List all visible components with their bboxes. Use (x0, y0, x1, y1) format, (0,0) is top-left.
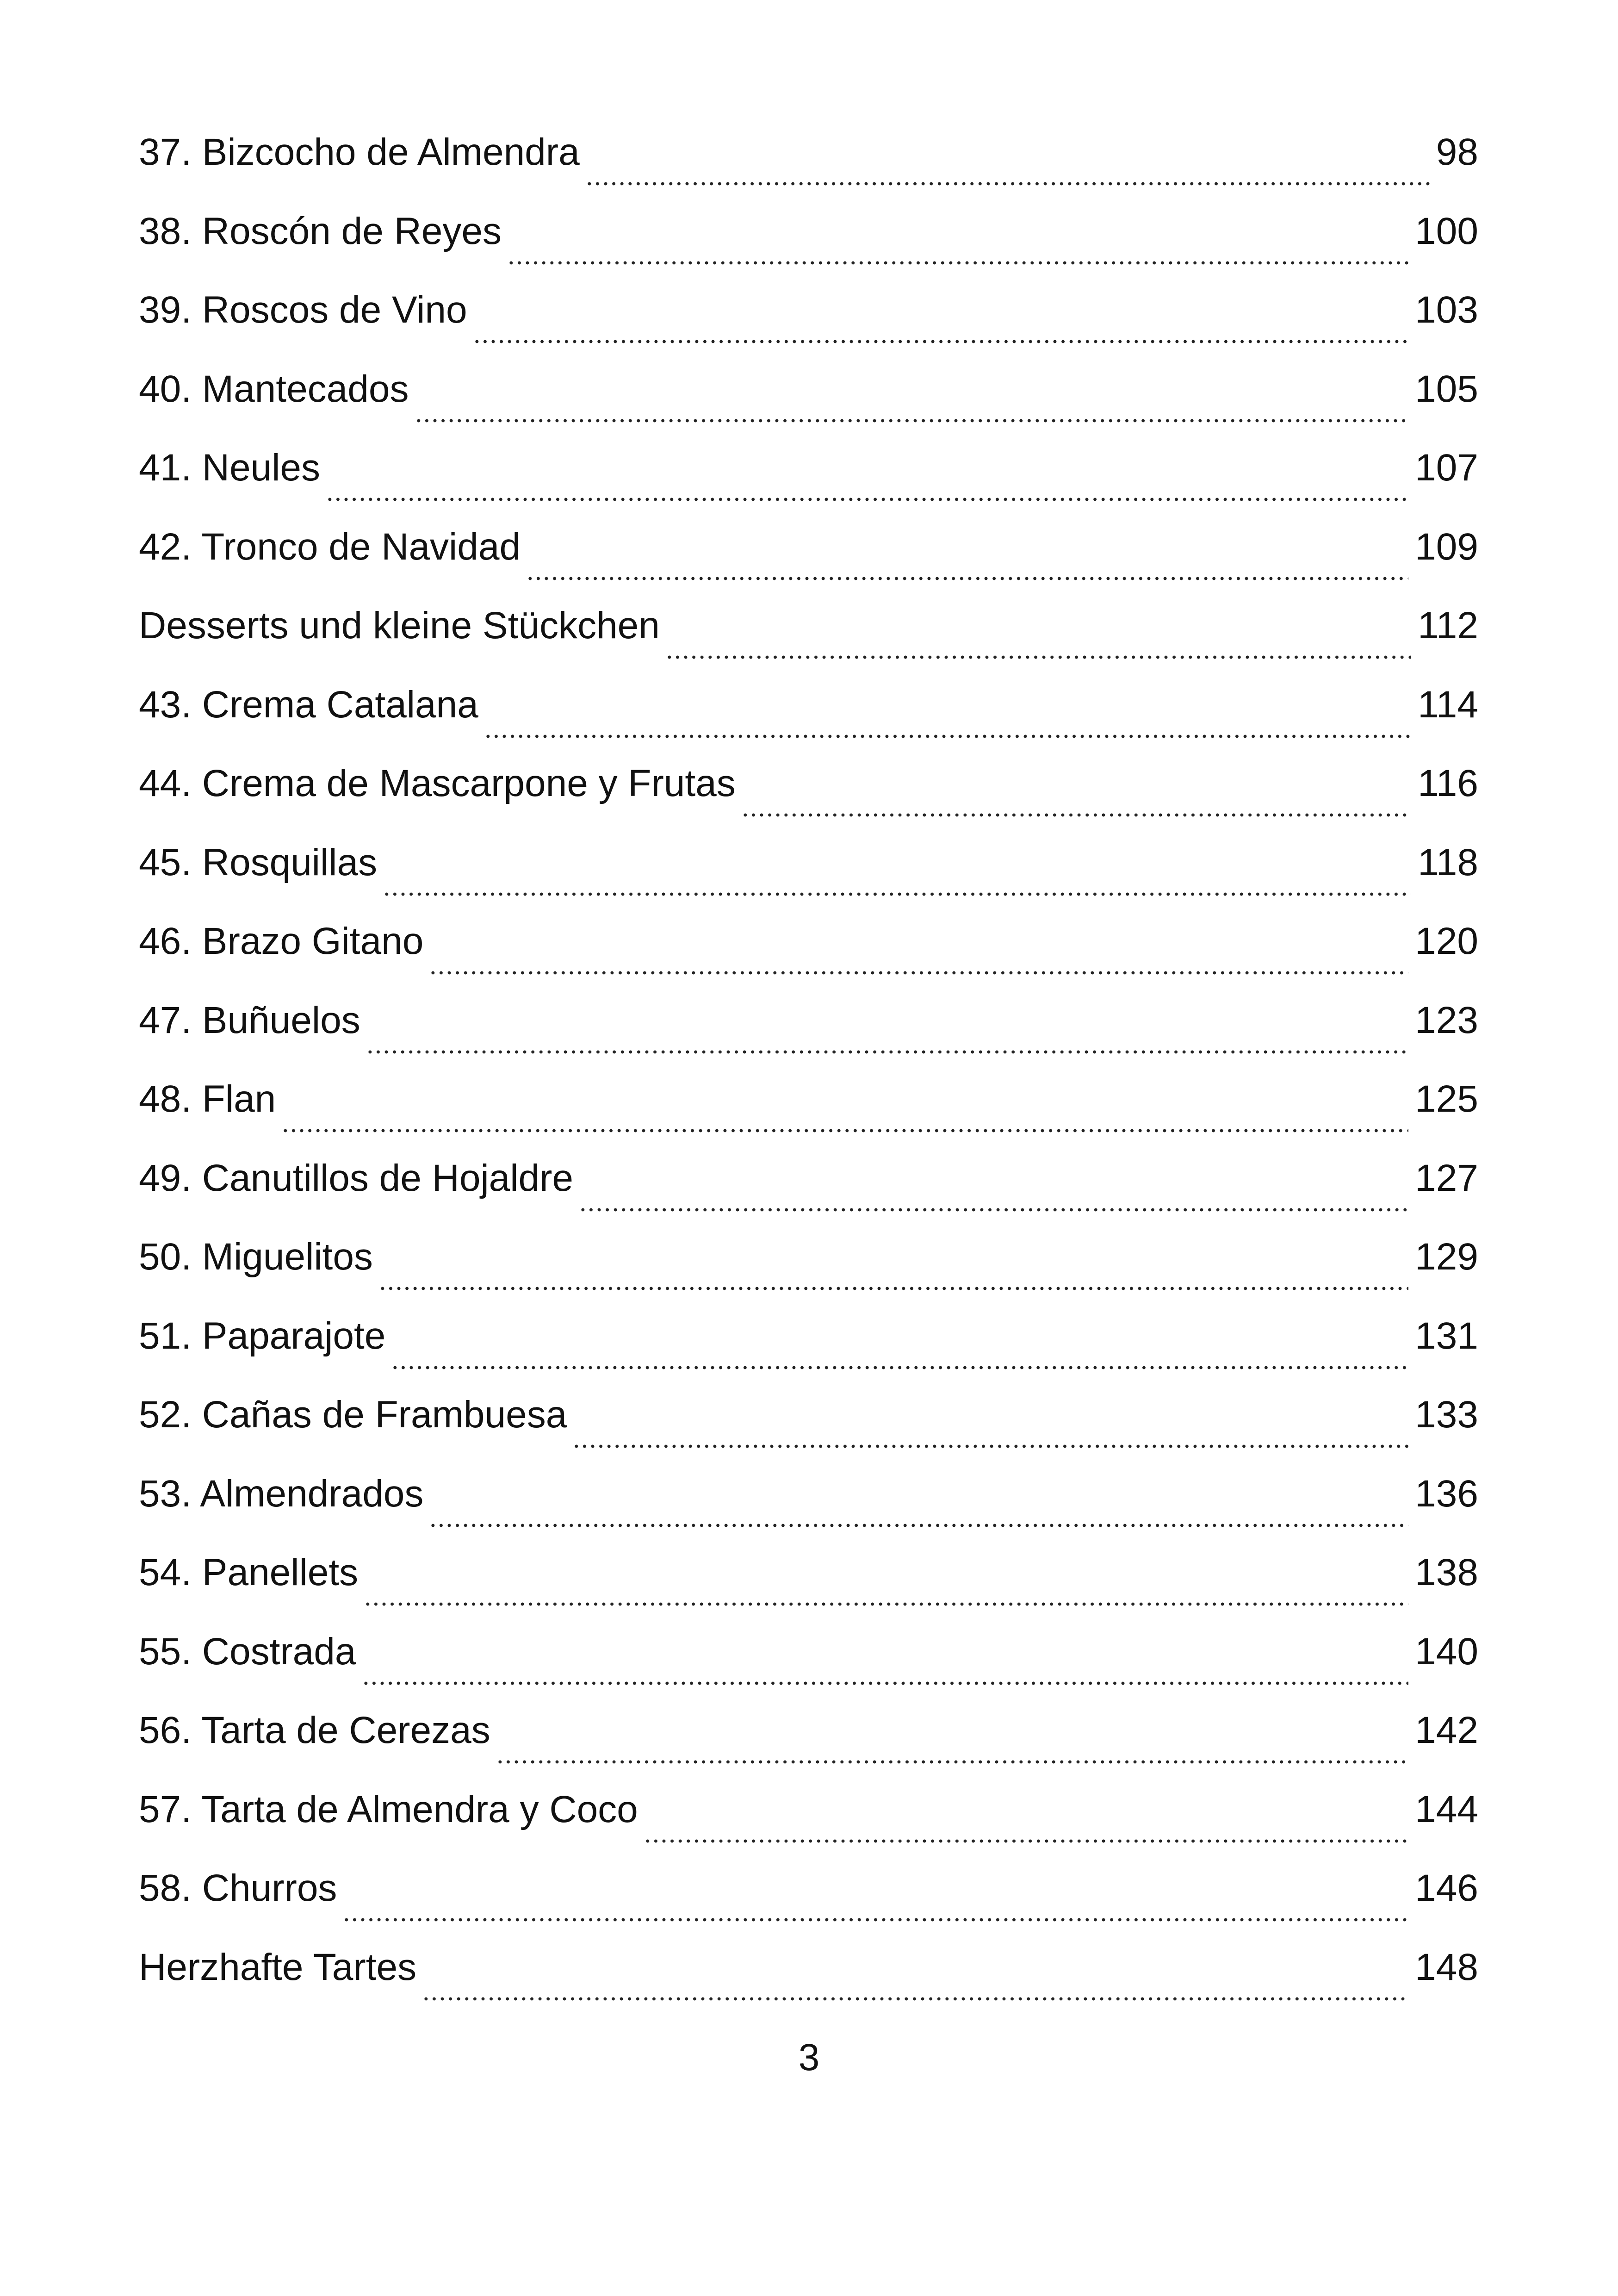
toc-entry-title: 38. Roscón de Reyes (139, 210, 502, 252)
toc-entry-page: 131 (1415, 1314, 1478, 1357)
toc-entry-title: 57. Tarta de Almendra y Coco (139, 1788, 638, 1830)
dot-leader (665, 652, 1411, 661)
toc-entry-page: 136 (1415, 1472, 1478, 1515)
toc-entry-page: 129 (1415, 1236, 1478, 1278)
toc-entry-page: 140 (1415, 1630, 1478, 1673)
toc-entry[interactable] (139, 922, 1478, 1002)
dot-leader (484, 731, 1411, 740)
toc-entry-page: 118 (1418, 841, 1478, 884)
toc-entry-title: 42. Tronco de Navidad (139, 525, 521, 568)
dot-leader (507, 257, 1408, 267)
toc-entry[interactable] (139, 1472, 1478, 1554)
toc-entry[interactable] (139, 1788, 1478, 1870)
dot-leader (429, 1520, 1408, 1529)
toc-entry-page: 138 (1415, 1551, 1478, 1593)
toc-entry-page: 114 (1418, 683, 1478, 726)
dot-leader (342, 1914, 1408, 1923)
dot-leader (422, 1993, 1408, 2003)
toc-entry-page: 120 (1415, 920, 1478, 962)
toc-entry-title: 58. Churros (139, 1867, 337, 1909)
toc-entry-title: Herzhafte Tartes (139, 1946, 417, 1988)
toc-entry[interactable] (139, 1869, 1478, 1948)
toc-entry[interactable] (139, 133, 1478, 212)
toc-entry-title: 52. Cañas de Frambuesa (139, 1394, 567, 1436)
toc-entry-page: 142 (1415, 1709, 1478, 1751)
dot-leader (526, 573, 1408, 582)
toc-entry[interactable] (139, 683, 1478, 765)
dot-leader (473, 336, 1409, 345)
toc-entry-title: 56. Tarta de Cerezas (139, 1709, 490, 1751)
toc-entry-title: 45. Rosquillas (139, 841, 378, 884)
toc-entry-page: 127 (1415, 1157, 1478, 1199)
toc-entry-title: 51. Paparajote (139, 1314, 386, 1357)
toc-entry[interactable] (139, 1159, 1478, 1238)
toc-entry-title: Desserts und kleine Stückchen (139, 604, 660, 647)
toc-entry-page: 112 (1418, 604, 1478, 647)
toc-entry[interactable] (139, 841, 1478, 923)
toc-entry[interactable] (139, 291, 1478, 370)
toc-entry-page: 123 (1415, 999, 1478, 1041)
toc-entry[interactable] (139, 1948, 1478, 2028)
toc-entry[interactable] (139, 1314, 1478, 1396)
dot-leader (383, 889, 1411, 898)
toc-entry[interactable] (139, 1396, 1478, 1475)
dot-leader (644, 1836, 1408, 1845)
toc-entry-title: 54. Panellets (139, 1551, 359, 1593)
toc-entry[interactable] (139, 604, 1478, 686)
toc-entry[interactable] (139, 999, 1478, 1081)
page-number: 3 (798, 2036, 820, 2078)
dot-leader (326, 494, 1408, 503)
toc-entry-title: 48. Flan (139, 1078, 276, 1120)
table-of-contents (139, 133, 1478, 2027)
toc-entry-title: 53. Almendrados (139, 1472, 424, 1515)
dot-leader (572, 1441, 1408, 1450)
toc-entry[interactable] (139, 212, 1478, 292)
dot-leader (496, 1756, 1408, 1766)
dot-leader (281, 1125, 1408, 1134)
dot-leader (429, 967, 1408, 977)
toc-entry-page: 109 (1415, 525, 1478, 568)
dot-leader (378, 1283, 1408, 1292)
toc-entry-page: 133 (1415, 1394, 1478, 1436)
toc-entry[interactable] (139, 1080, 1478, 1159)
toc-entry[interactable] (139, 525, 1478, 607)
toc-entry-title: 49. Canutillos de Hojaldre (139, 1157, 573, 1199)
dot-leader (741, 809, 1411, 819)
toc-entry-title: 37. Bizcocho de Almendra (139, 131, 580, 173)
toc-entry-page: 148 (1415, 1946, 1478, 1988)
toc-entry-page: 125 (1415, 1078, 1478, 1120)
toc-entry[interactable] (139, 1630, 1478, 1712)
dot-leader (585, 178, 1430, 187)
toc-entry-page: 103 (1415, 289, 1478, 331)
toc-entry-page: 116 (1418, 762, 1478, 804)
toc-entry-page: 105 (1415, 367, 1478, 410)
toc-entry-page: 98 (1436, 131, 1478, 173)
dot-leader (362, 1678, 1409, 1687)
toc-entry-title: 39. Roscos de Vino (139, 289, 467, 331)
dot-leader (366, 1046, 1408, 1056)
toc-entry-page: 107 (1415, 447, 1478, 489)
toc-entry[interactable] (139, 1238, 1478, 1317)
toc-entry-title: 43. Crema Catalana (139, 683, 478, 726)
dot-leader (415, 415, 1409, 424)
toc-entry[interactable] (139, 1711, 1478, 1791)
toc-entry-title: 55. Costrada (139, 1630, 356, 1673)
dot-leader (391, 1362, 1408, 1371)
toc-entry-title: 40. Mantecados (139, 367, 409, 410)
toc-entry-title: 44. Crema de Mascarpone y Frutas (139, 762, 736, 804)
toc-entry[interactable] (139, 1551, 1478, 1633)
toc-entry-page: 100 (1415, 210, 1478, 252)
toc-entry-title: 47. Buñuelos (139, 999, 360, 1041)
dot-leader (364, 1599, 1408, 1608)
toc-entry[interactable] (139, 449, 1478, 528)
toc-entry[interactable] (139, 367, 1478, 449)
toc-entry-title: 41. Neules (139, 447, 321, 489)
toc-entry-title: 50. Miguelitos (139, 1236, 373, 1278)
toc-entry-page: 146 (1415, 1867, 1478, 1909)
toc-entry-title: 46. Brazo Gitano (139, 920, 424, 962)
toc-entry-page: 144 (1415, 1788, 1478, 1830)
toc-entry[interactable] (139, 762, 1478, 844)
dot-leader (579, 1204, 1408, 1213)
